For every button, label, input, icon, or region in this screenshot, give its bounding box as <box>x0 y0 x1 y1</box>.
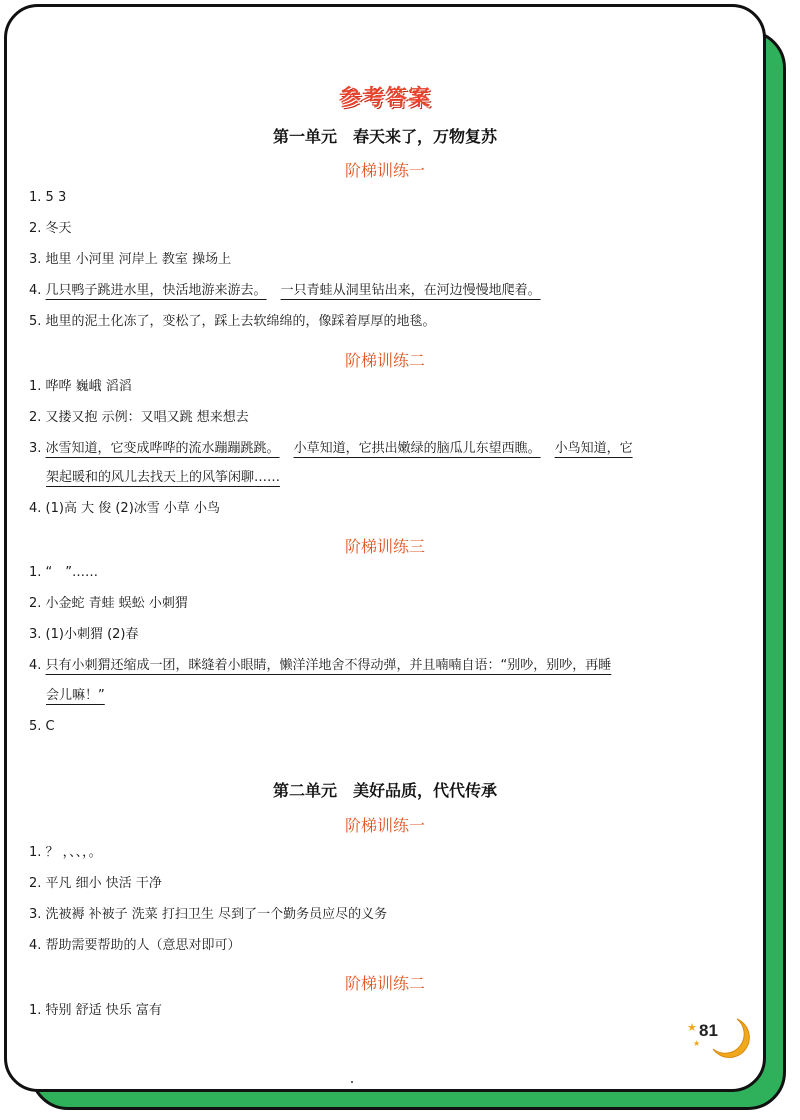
answer-2-1-4: 4. 帮助需要帮助的人（意思对即可） <box>29 938 241 953</box>
answer-1-1-5: 5. 地里的泥土化冻了，变松了，踩上去软绵绵的，像踩着厚厚的地毯。 <box>29 314 436 329</box>
answer-1-1-2: 2. 冬天 <box>29 221 72 236</box>
underlined-sentence: 小鸟知道，它 <box>554 441 633 456</box>
unit-title-1: 第一单元 春天来了，万物复苏 <box>272 127 497 146</box>
page-title: 参考答案 <box>338 86 431 111</box>
answer-1-1-1: 1. 5 3 <box>29 190 67 205</box>
answer-1-2-2: 2. 又搂又抱 示例：又唱又跳 想来想去 <box>29 410 249 425</box>
underlined-sentence: 只有小刺猬还缩成一团，眯缝着小眼睛，懒洋洋地舍不得动弹，并且喃喃自语：“别吵，别吵，再睡 <box>45 658 612 673</box>
answer-1-3-1: 1. “ ”…… <box>29 565 99 580</box>
underlined-sentence: 架起暖和的风儿去找天上的风筝闲聊…… <box>46 470 281 485</box>
underlined-sentence: 一只青蛙从洞里钻出来，在河边慢慢地爬着。 <box>280 283 541 298</box>
unit-title-2: 第二单元 美好品质，代代传承 <box>272 781 497 800</box>
answer-1-1-4 <box>29 283 541 299</box>
section-title-2-2: 阶梯训练二 <box>344 974 425 993</box>
answer-2-1-3: 3. 洗被褥 补被子 洗菜 打扫卫生 尽到了一个勤务员应尽的义务 <box>29 907 388 922</box>
answer-1-2-4: 4. (1)高 大 俊 (2)冰雪 小草 小鸟 <box>29 501 221 516</box>
answer-2-2-1: 1. 特别 舒适 快乐 富有 <box>29 1003 162 1018</box>
answer-1-3-5: 5. C <box>29 719 55 734</box>
section-title-1-1: 阶梯训练一 <box>344 161 425 180</box>
star-icon: ★ <box>693 1039 701 1048</box>
answer-2-1-1: 1. ？ ，、、，。 <box>29 845 102 860</box>
answer-1-3-3: 3. (1)小刺猬 (2)春 <box>29 627 139 642</box>
answer-number: 4. <box>29 658 46 673</box>
print-dot <box>351 1081 353 1083</box>
answer-number: 4. <box>29 283 46 298</box>
section-title-1-2: 阶梯训练二 <box>344 351 425 370</box>
answer-1-3-2: 2. 小金蛇 青蛙 蜈蚣 小刺猬 <box>29 596 188 611</box>
answer-1-2-3-continued <box>46 470 280 486</box>
answer-1-3-4 <box>29 658 611 674</box>
underlined-sentence: 几只鸭子跳进水里，快活地游来游去。 <box>45 283 267 298</box>
underlined-sentence: 冰雪知道，它变成哗哗的流水蹦蹦跳跳。 <box>45 441 280 456</box>
underlined-sentence: 会儿嘛！” <box>46 688 105 703</box>
underlined-sentence: 小草知道，它拱出嫩绿的脑瓜儿东望西瞧。 <box>293 441 541 456</box>
page-number: 81 <box>699 1021 718 1040</box>
answer-1-2-1: 1. 哗哗 巍峨 滔滔 <box>29 379 132 394</box>
answer-number: 3. <box>29 441 46 456</box>
star-icon: ★ <box>687 1021 697 1034</box>
section-title-2-1: 阶梯训练一 <box>344 816 425 835</box>
answer-1-1-3: 3. 地里 小河里 河岸上 教室 操场上 <box>29 252 232 267</box>
answer-2-1-2: 2. 平凡 细小 快活 干净 <box>29 876 162 891</box>
answer-1-3-4-continued <box>46 688 105 704</box>
section-title-1-3: 阶梯训练三 <box>344 537 425 556</box>
answer-page <box>4 4 766 1092</box>
answer-1-2-3 <box>29 441 633 457</box>
